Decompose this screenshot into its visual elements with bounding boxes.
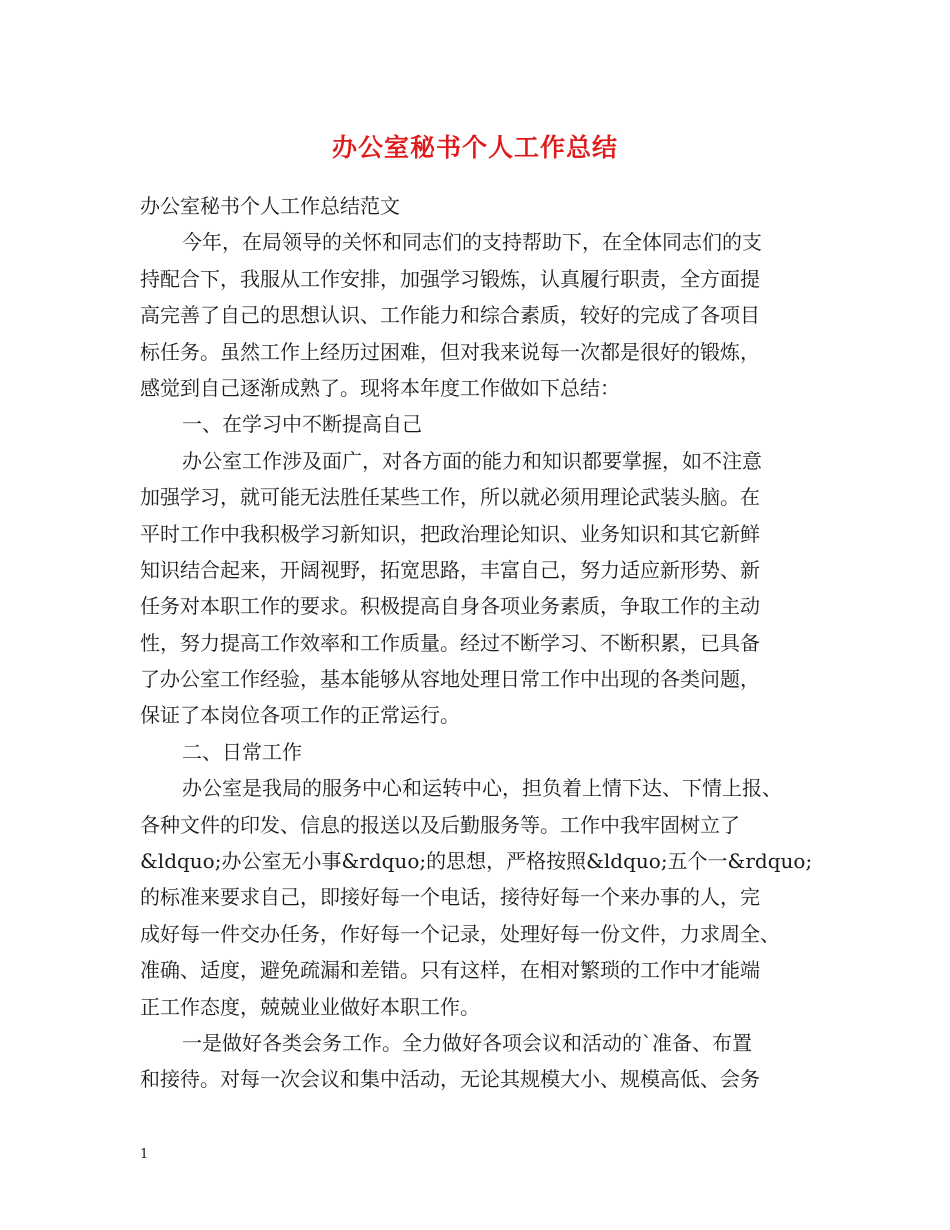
body-text-line: 准确、适度，避免疏漏和差错。只有这样，在相对繁琐的工作中才能端: [140, 958, 760, 983]
body-text-line: 保证了本岗位各项工作的正常运行。: [140, 703, 460, 728]
body-text-line: 正工作态度，兢兢业业做好本职工作。: [140, 994, 480, 1019]
body-text-line: 平时工作中我积极学习新知识，把政治理论知识、业务知识和其它新鲜: [140, 521, 760, 546]
body-text-line: 标任务。虽然工作上经历过困难，但对我来说每一次都是很好的锻炼，: [140, 339, 760, 364]
body-text-line: 了办公室工作经验，基本能够从容地处理日常工作中出现的各类问题，: [140, 667, 760, 692]
body-text-line: 高完善了自己的思想认识、工作能力和综合素质，较好的完成了各项目: [140, 303, 760, 328]
body-text-line: 性，努力提高工作效率和工作质量。经过不断学习、不断积累，已具备: [140, 630, 760, 655]
body-text-line: 办公室工作涉及面广，对各方面的能力和知识都要掌握，如不注意: [182, 448, 762, 473]
body-text-line: 一是做好各类会务工作。全力做好各项会议和活动的`准备、布置: [182, 1030, 752, 1055]
body-text-line: 感觉到自己逐渐成熟了。现将本年度工作做如下总结：: [140, 375, 620, 400]
body-text-line: 加强学习，就可能无法胜任某些工作，所以就必须用理论武装头脑。在: [140, 485, 760, 510]
body-text-line: 成好每一件交办任务，作好每一个记录，处理好每一份文件，力求周全、: [140, 921, 780, 946]
body-text-line: 办公室秘书个人工作总结范文: [140, 194, 400, 218]
body-text-line: 今年，在局领导的关怀和同志们的支持帮助下，在全体同志们的支: [182, 230, 762, 255]
body-text-line: 各种文件的印发、信息的报送以及后勤服务等。工作中我牢固树立了: [140, 812, 740, 837]
document-body: [140, 188, 820, 1098]
document-title: 办公室秘书个人工作总结: [331, 133, 618, 162]
page-number: 1: [140, 1147, 149, 1162]
body-text-line: 一、在学习中不断提高自己: [182, 412, 422, 437]
body-text-line: 任务对本职工作的要求。积极提高自身各项业务素质，争取工作的主动: [140, 594, 760, 619]
body-text-line: 和接待。对每一次会议和集中活动，无论其规模大小、规模高低、会务: [140, 1067, 760, 1092]
body-text-line: 持配合下，我服从工作安排，加强学习锻炼，认真履行职责，全方面提: [140, 266, 760, 291]
body-text-line: 知识结合起来，开阔视野，拓宽思路，丰富自己，努力适应新形势、新: [140, 557, 760, 582]
body-text-line: 二、日常工作: [182, 739, 302, 764]
body-text-line: 办公室是我局的服务中心和运转中心，担负着上情下达、下情上报、: [182, 776, 782, 801]
body-text-line: &ldquo;办公室无小事&rdquo;的思想，严格按照&ldquo;五个一&rdquo;: [140, 849, 813, 874]
body-text-line: 的标准来要求自己，即接好每一个电话，接待好每一个来办事的人，完: [140, 885, 760, 910]
